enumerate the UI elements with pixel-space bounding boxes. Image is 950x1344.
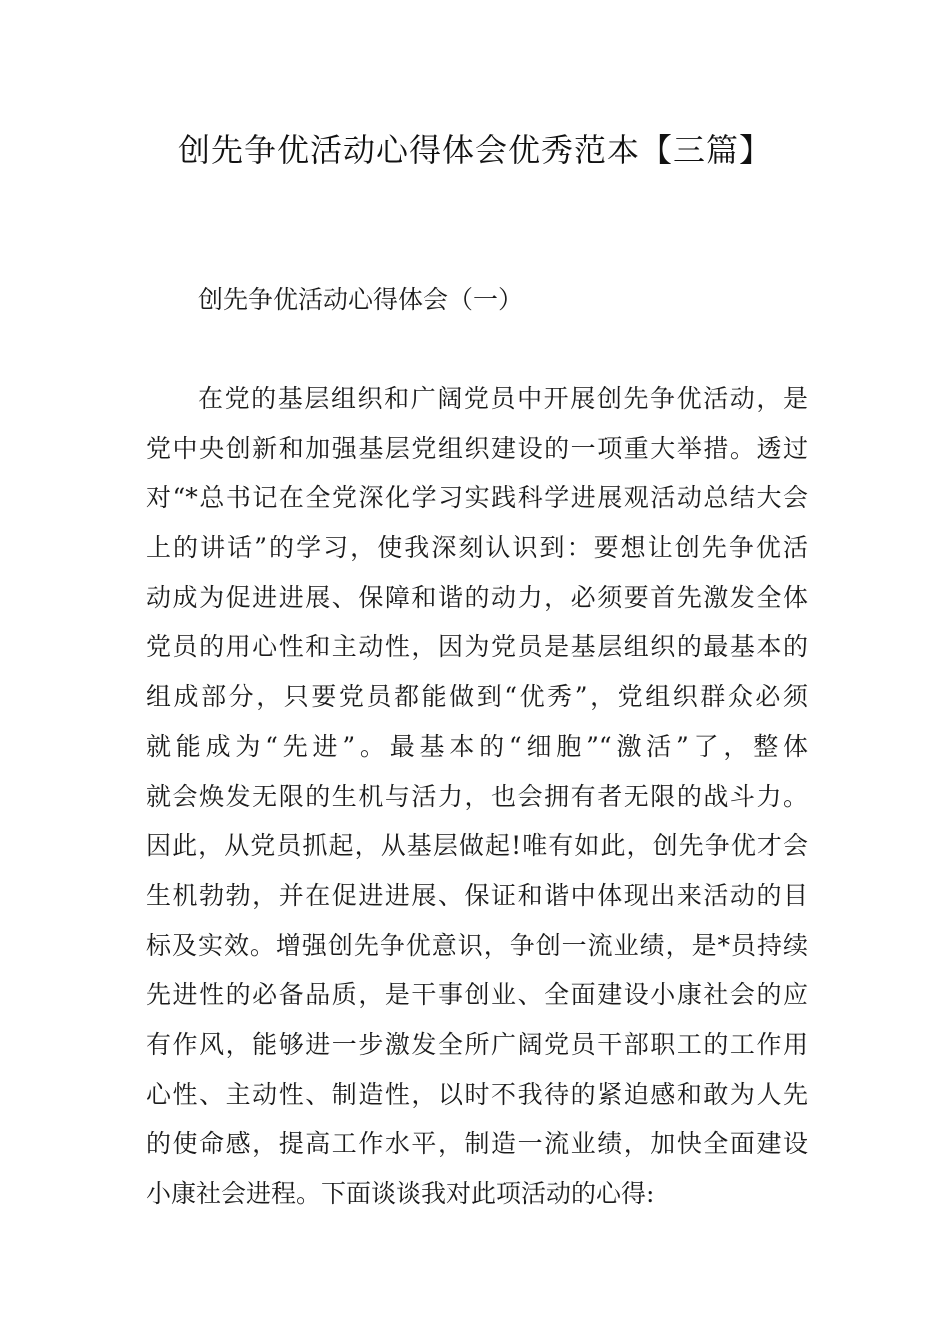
paragraph-line: 上的讲话”的学习，使我深刻认识到：要想让创先争优活: [146, 533, 808, 563]
paragraph-line: 小康社会进程。下面谈谈我对此项活动的心得:: [146, 1179, 655, 1208]
section-heading: 创先争优活动心得体会（一）: [198, 285, 524, 314]
paragraph-line: 动成为促进进展、保障和谐的动力，必须要首先激发全体: [146, 582, 808, 612]
paragraph-line: 的使命感，提高工作水平，制造一流业绩，加快全面建设: [146, 1129, 808, 1159]
paragraph-line: 有作风，能够进一步激发全所广阔党员干部职工的工作用: [146, 1029, 808, 1059]
paragraph-line: 对“*总书记在全党深化学习实践科学进展观活动总结大会: [146, 483, 808, 513]
paragraph-line: 生机勃勃，并在促进进展、保证和谐中体现出来活动的目: [146, 880, 808, 910]
paragraph-line: 因此，从党员抓起，从基层做起!唯有如此，创先争优才会: [146, 831, 808, 861]
paragraph-line: 就能成为“先进”。最基本的“细胞”“激活”了，整体: [146, 731, 808, 761]
paragraph-line: 就会焕发无限的生机与活力，也会拥有者无限的战斗力。: [146, 781, 808, 811]
paragraph-line: 党员的用心性和主动性，因为党员是基层组织的最基本的: [146, 632, 808, 662]
body-paragraph: [146, 374, 808, 1219]
paragraph-line: 组成部分，只要党员都能做到“优秀”，党组织群众必须: [146, 682, 808, 712]
paragraph-line: 先进性的必备品质，是干事创业、全面建设小康社会的应: [146, 980, 808, 1010]
document-title: 创先争优活动心得体会优秀范本【三篇】: [177, 131, 772, 169]
paragraph-line: 在党的基层组织和广阔党员中开展创先争优活动，是: [198, 384, 808, 413]
paragraph-line: 标及实效。增强创先争优意识，争创一流业绩，是*员持续: [146, 930, 808, 960]
paragraph-line: 党中央创新和加强基层党组织建设的一项重大举措。透过: [146, 433, 808, 463]
paragraph-line: 心性、主动性、制造性，以时不我待的紧迫感和敢为人先: [146, 1079, 808, 1109]
